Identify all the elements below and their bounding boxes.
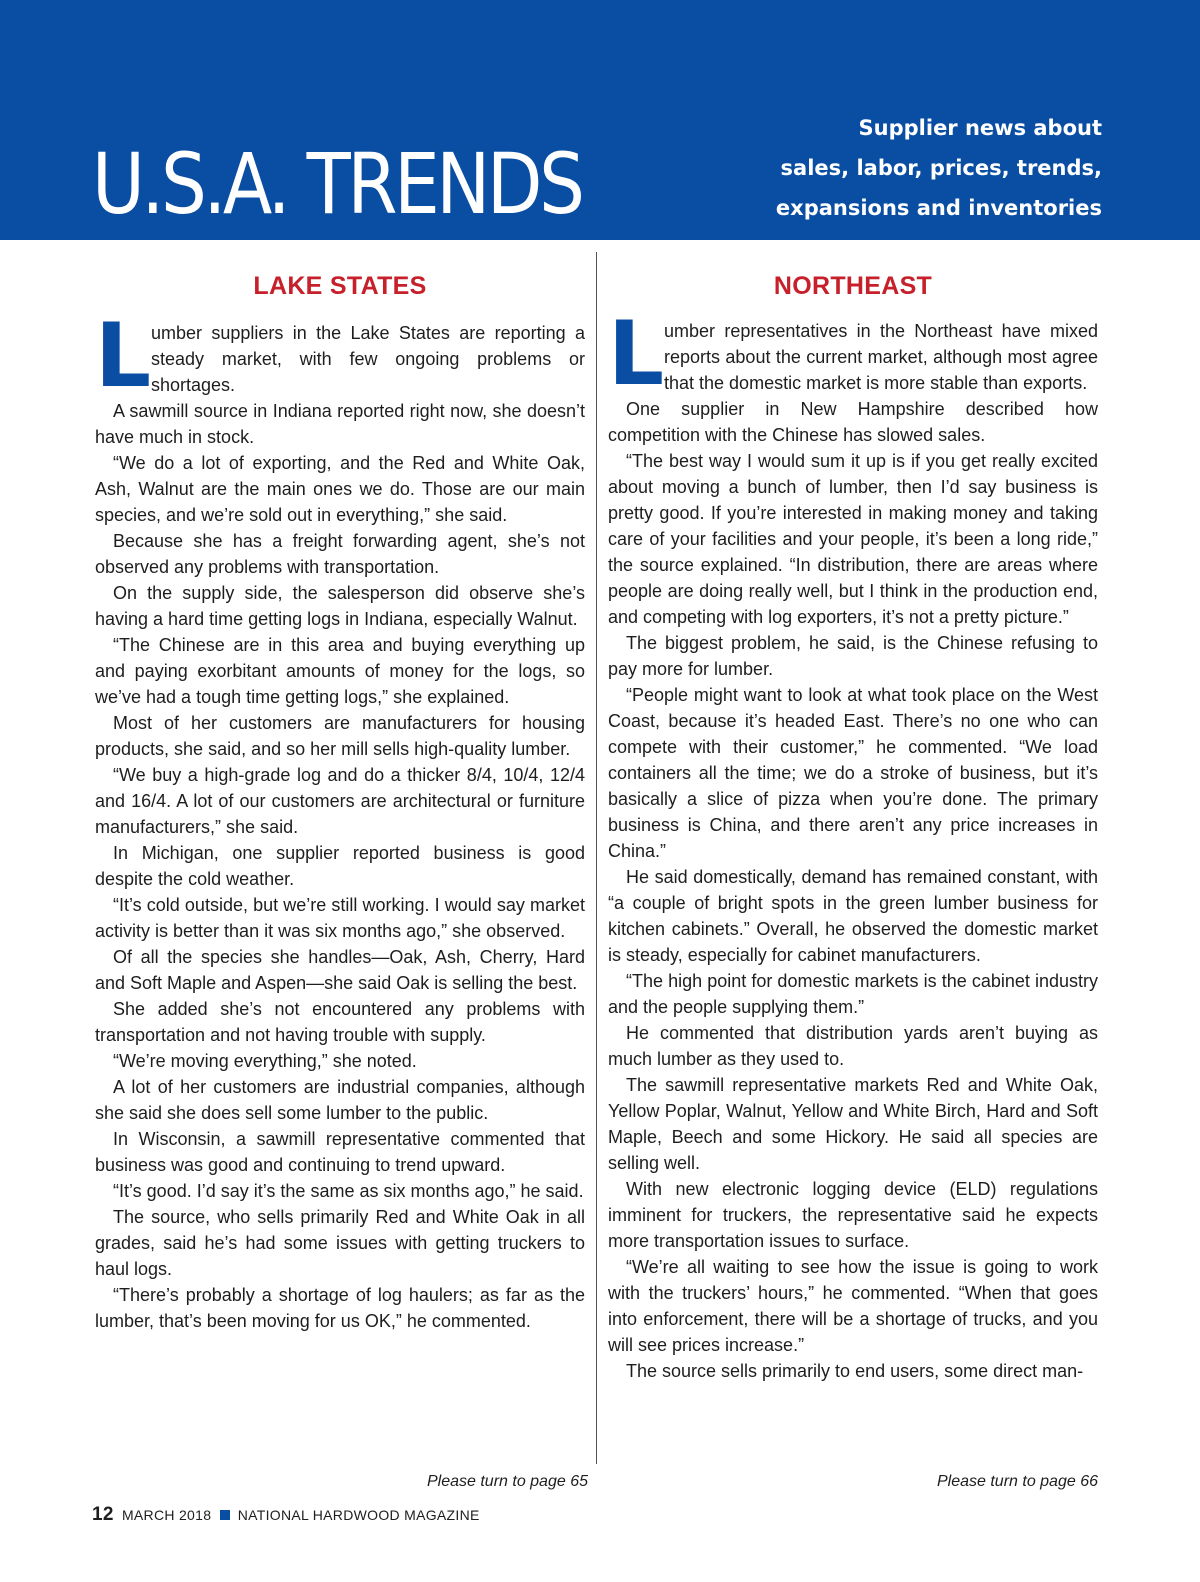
square-bullet-icon: [220, 1510, 230, 1520]
continued-link-right[interactable]: Please turn to page 66: [936, 1473, 1098, 1490]
article-paragraph: With new electronic logging device (ELD) regulations imminent for truckers, the representative said he expects more transportation issues to surface.: [608, 1179, 1098, 1251]
article-paragraph: The source, who sells primarily Red and White Oak in all grades, said he’s had some issues with getting truckers to haul logs.: [95, 1207, 585, 1279]
article-paragraph: The biggest problem, he said, is the Chinese refusing to pay more for lumber.: [608, 633, 1098, 679]
issue-date: MARCH 2018: [121, 1507, 212, 1523]
publication-name: NATIONAL HARDWOOD MAGAZINE: [237, 1507, 480, 1523]
article-paragraph: Lumber suppliers in the Lake States are reporting a steady market, with few ongoing problems or shortages.: [95, 304, 585, 407]
drop-cap: L: [608, 302, 665, 405]
article-paragraph: “We buy a high-grade log and do a thicker 8/4, 10/4, 12/4 and 16/4. A lot of our customers are architectural or furniture manufacturers,” she said.: [95, 765, 585, 837]
section-tagline: [682, 108, 1102, 228]
article-paragraph: In Wisconsin, a sawmill representative commented that business was good and continuing to trend upward.: [95, 1129, 585, 1175]
column-divider: [596, 252, 597, 1464]
article-paragraph: The source sells primarily to end users, some direct man-: [626, 1361, 1084, 1381]
lake-states-column: [95, 266, 585, 1334]
article-paragraph: “It’s good. I’d say it’s the same as six months ago,” he said.: [113, 1181, 584, 1201]
article-paragraph: Of all the species she handles—Oak, Ash, Cherry, Hard and Soft Maple and Aspen—she said Oak is selling the best.: [95, 947, 585, 993]
continued-link-left[interactable]: Please turn to page 65: [426, 1473, 588, 1490]
northeast-heading: NORTHEAST: [773, 272, 933, 300]
article-paragraph: He commented that distribution yards aren’t buying as much lumber as they used to.: [608, 1023, 1098, 1069]
article-paragraph: “The Chinese are in this area and buying everything up and paying exorbitant amounts of money for the logs, so we’ve had a tough time getting logs,” she explained.: [95, 635, 585, 707]
article-paragraph: He said domestically, demand has remained constant, with “a couple of bright spots in the green lumber business for kitchen cabinets.” Overall, he observed the domestic market is steady, especially for cabinet manufacturers.: [608, 867, 1098, 965]
section-title: U.S.A. TRENDS: [92, 135, 582, 233]
article-paragraph: She added she’s not encountered any problems with transportation and not having trouble with supply.: [95, 999, 585, 1045]
article-paragraph: One supplier in New Hampshire described how competition with the Chinese has slowed sales.: [608, 399, 1098, 445]
article-paragraph: “The best way I would sum it up is if you get really excited about moving a bunch of lumber, then I’d say business is pretty good. If you’re interested in making money and taking care of your facilities and your people, it’s been a long ride,” the source explained. “In distribution, there are areas where people are doing really well, but I think in the production end, and competing with log exporters, it’s not a pretty picture.”: [608, 451, 1098, 627]
article-paragraph: “It’s cold outside, but we’re still working. I would say market activity is better than it was six months ago,” she observed.: [95, 895, 585, 941]
header-banner: [0, 0, 1200, 240]
article-paragraph: The sawmill representative markets Red and White Oak, Yellow Poplar, Walnut, Yellow and White Birch, Hard and Soft Maple, Beech and some Hickory. He said all species are selling well.: [608, 1075, 1098, 1173]
article-paragraph: “We’re moving everything,” she noted.: [113, 1051, 417, 1071]
article-paragraph: Lumber representatives in the Northeast have mixed reports about the current market, although most agree that the domestic market is more stable than exports.: [608, 302, 1098, 405]
northeast-column: [608, 266, 1098, 1384]
tagline-line: Supplier news about: [858, 116, 1102, 140]
lake-states-heading: LAKE STATES: [253, 272, 427, 300]
article-paragraph: “We’re all waiting to see how the issue is going to work with the truckers’ hours,” he commented. “When that goes into enforcement, there will be a shortage of trucks, and you will see prices increase.”: [608, 1257, 1098, 1355]
article-paragraph: A lot of her customers are industrial companies, although she said she does sell some lumber to the public.: [95, 1077, 585, 1123]
tagline-line: sales, labor, prices, trends,: [780, 156, 1102, 180]
article-paragraph: “There’s probably a shortage of log haulers; as far as the lumber, that’s been moving for us OK,” he commented.: [95, 1285, 585, 1331]
page-number: 12: [92, 1504, 114, 1525]
drop-cap: L: [95, 304, 152, 407]
article-paragraph: Most of her customers are manufacturers for housing products, she said, and so her mill sells high-quality lumber.: [95, 713, 585, 759]
article-paragraph: “The high point for domestic markets is the cabinet industry and the people supplying them.”: [608, 971, 1098, 1017]
article-paragraph: A sawmill source in Indiana reported right now, she doesn’t have much in stock.: [95, 401, 585, 447]
northeast-body: [608, 302, 1098, 1384]
page-footer: [92, 1503, 480, 1527]
article-paragraph: In Michigan, one supplier reported business is good despite the cold weather.: [95, 843, 585, 889]
article-paragraph: “We do a lot of exporting, and the Red and White Oak, Ash, Walnut are the main ones we do. Those are our main species, and we’re sold out in everything,” she said.: [95, 453, 585, 525]
article-paragraph: Because she has a freight forwarding agent, she’s not observed any problems with transportation.: [95, 531, 585, 577]
article-paragraph: “People might want to look at what took place on the West Coast, because it’s headed East. There’s no one who can compete with their customer,” he commented. “We load containers all the time; we do a stroke of business, but it’s basically a slice of pizza when you’re done. The primary business is China, and there aren’t any price increases in China.”: [608, 685, 1098, 861]
article-paragraph: On the supply side, the salesperson did observe she’s having a hard time getting logs in Indiana, especially Walnut.: [95, 583, 585, 629]
tagline-line: expansions and inventories: [775, 196, 1102, 220]
lake-states-body: [95, 304, 585, 1334]
